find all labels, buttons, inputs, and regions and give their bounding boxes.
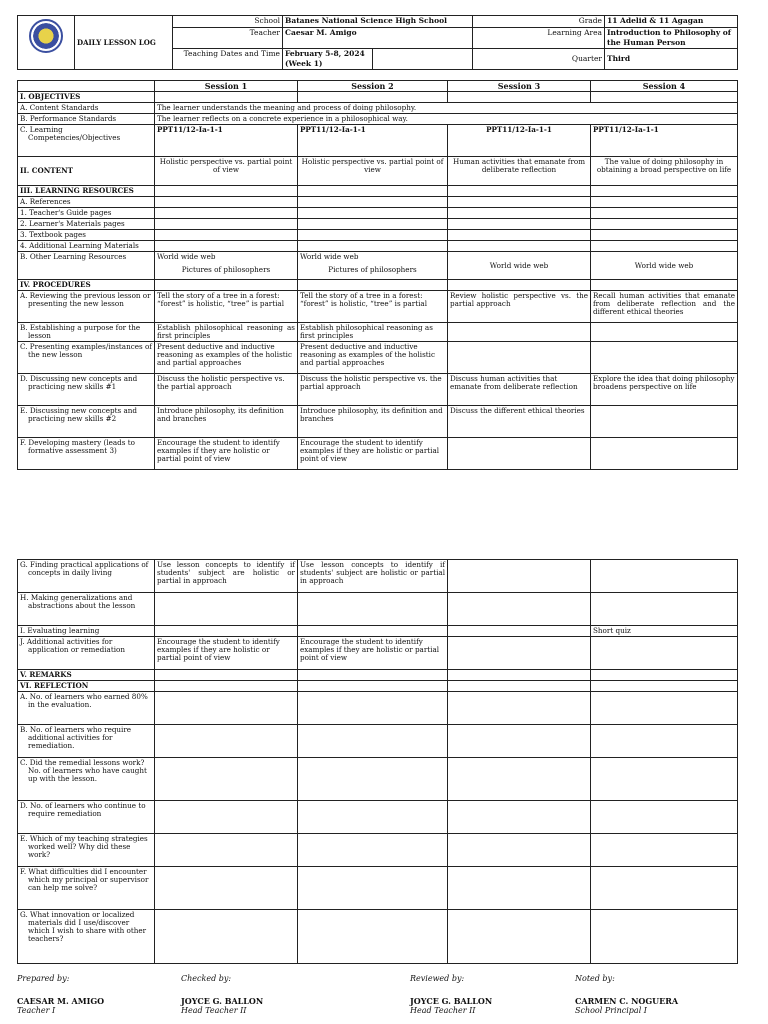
proc-a-s4: Recall human activities that emanate from deliberate reflection and the different ethical theories <box>591 291 738 323</box>
content-s4: The value of doing philosophy in obtaining a broad perspective on life <box>591 157 738 186</box>
session-4-header: Session 4 <box>591 81 738 92</box>
quarter-value: Third <box>605 49 738 70</box>
proc-c-s4 <box>591 342 738 374</box>
proc-c-s1: Present deductive and inductive reasoning as examples of the holistic and partial approaches <box>155 342 298 374</box>
proc-b-s3 <box>448 323 591 342</box>
proc-j-s1: Encourage the student to identify examples if they are holistic or partial point of view <box>155 637 298 670</box>
session-3-header: Session 3 <box>448 81 591 92</box>
deped-seal <box>18 16 75 70</box>
competency-s1: PPT11/12-Ia-1-1 <box>155 125 298 157</box>
competency-s3: PPT11/12-Ia-1-1 <box>448 125 591 157</box>
proc-c-s2: Present deductive and inductive reasoning as examples of the holistic and partial approaches <box>298 342 448 374</box>
proc-a-label: A. Reviewing the previous lesson or presenting the new lesson <box>18 291 155 323</box>
learners-materials-label: 2. Learner's Materials pages <box>18 219 155 230</box>
grade-value: 11 Adelid & 11 Agagan <box>605 16 738 28</box>
performance-standards-label: B. Performance Standards <box>18 114 155 125</box>
proc-j-label: J. Additional activities for application or remediation <box>18 637 155 670</box>
checked-role: Head Teacher II <box>181 1006 247 1015</box>
references-label: A. References <box>18 197 155 208</box>
checked-label: Checked by: <box>181 974 232 983</box>
proc-d-s3: Discuss human activities that emanate from deliberate reflection <box>448 374 591 406</box>
grade-label: Grade <box>473 16 605 28</box>
reflection-c-label: C. Did the remedial lessons work? No. of learners who have caught up with the lesson. <box>18 758 155 801</box>
reviewed-role: Head Teacher II <box>410 1006 476 1015</box>
reviewed-name: JOYCE G. BALLON <box>410 996 493 1006</box>
proc-f-s4 <box>591 438 738 470</box>
lesson-table-part2 <box>17 559 738 964</box>
proc-b-label: B. Establishing a purpose for the lesson <box>18 323 155 342</box>
proc-f-s2: Encourage the student to identify examples if they are holistic or partial point of view <box>298 438 448 470</box>
reviewed-label: Reviewed by: <box>410 974 465 983</box>
proc-g-s2: Use lesson concepts to identify if students' subject are holistic or partial in approach <box>298 560 448 593</box>
school-seal-icon <box>29 19 63 53</box>
dates-value: February 5-8, 2024 (Week 1) <box>283 49 373 70</box>
remarks-heading: V. REMARKS <box>18 670 155 681</box>
objectives-heading: I. OBJECTIVES <box>18 92 155 103</box>
content-standards-value: The learner understands the meaning and process of doing philosophy. <box>155 103 738 114</box>
proc-j-s3 <box>448 637 591 670</box>
proc-a-s3: Review holistic perspective vs. the partial approach <box>448 291 591 323</box>
proc-j-s4 <box>591 637 738 670</box>
content-s1: Holistic perspective vs. partial point of view <box>155 157 298 186</box>
content-s3: Human activities that emanate from deliberate reflection <box>448 157 591 186</box>
reflection-g-label: G. What innovation or localized materials did I use/discover which I wish to share with other teachers? <box>18 910 155 964</box>
proc-b-s4 <box>591 323 738 342</box>
noted-label: Noted by: <box>575 974 615 983</box>
proc-a-s2: Tell the story of a tree in a forest: “forest” is holistic, “tree” is partial <box>298 291 448 323</box>
other-resources-label: B. Other Learning Resources <box>18 252 155 280</box>
proc-c-s3 <box>448 342 591 374</box>
prepared-name: CAESAR M. AMIGO <box>17 996 105 1006</box>
reviewed-by-block <box>410 974 492 1015</box>
reflection-e-label: E. Which of my teaching strategies worked well? Why did these work? <box>18 834 155 867</box>
content-s2: Holistic perspective vs. partial point of view <box>298 157 448 186</box>
prepared-label: Prepared by: <box>17 974 70 983</box>
other-resources-s3: World wide web <box>448 252 591 280</box>
other-resources-s4: World wide web <box>591 252 738 280</box>
other-resources-s1: World wide web Pictures of philosophers <box>155 252 298 280</box>
proc-f-label: F. Developing mastery (leads to formative assessment 3) <box>18 438 155 470</box>
proc-d-label: D. Discussing new concepts and practicing new skills #1 <box>18 374 155 406</box>
proc-b-s2: Establish philosophical reasoning as first principles <box>298 323 448 342</box>
competency-s4: PPT11/12-Ia-1-1 <box>591 125 738 157</box>
proc-d-s4: Explore the idea that doing philosophy broadens perspective on life <box>591 374 738 406</box>
content-standards-label: A. Content Standards <box>18 103 155 114</box>
textbook-label: 3. Textbook pages <box>18 230 155 241</box>
reflection-d-label: D. No. of learners who continue to require remediation <box>18 801 155 834</box>
proc-c-label: C. Presenting examples/instances of the new lesson <box>18 342 155 374</box>
reflection-heading: VI. REFLECTION <box>18 681 155 692</box>
header-table <box>17 15 738 70</box>
area-value: Introduction to Philosophy of the Human Person <box>605 28 738 49</box>
lesson-table-part1 <box>17 80 738 470</box>
proc-g-s3 <box>448 560 591 593</box>
proc-g-s1: Use lesson concepts to identify if students' subject are holistic or partial in approach <box>155 560 298 593</box>
area-label: Learning Area <box>473 28 605 49</box>
session-1-header: Session 1 <box>155 81 298 92</box>
proc-e-label: E. Discussing new concepts and practicing new skills #2 <box>18 406 155 438</box>
log-title: DAILY LESSON LOG <box>75 16 173 70</box>
proc-d-s1: Discuss the holistic perspective vs. the partial approach <box>155 374 298 406</box>
proc-g-label: G. Finding practical applications of concepts in daily living <box>18 560 155 593</box>
performance-standards-value: The learner reflects on a concrete experience in a philosophical way. <box>155 114 738 125</box>
proc-j-s2: Encourage the student to identify examples if they are holistic or partial point of view <box>298 637 448 670</box>
session-2-header: Session 2 <box>298 81 448 92</box>
proc-e-s1: Introduce philosophy, its definition and branches <box>155 406 298 438</box>
checked-by-block <box>181 974 263 1015</box>
noted-role: School Principal I <box>575 1006 647 1015</box>
additional-materials-label: 4. Additional Learning Materials <box>18 241 155 252</box>
dates-label: Teaching Dates and Time <box>173 49 283 70</box>
competencies-label: C. Learning Competencies/Objectives <box>18 125 155 157</box>
proc-e-s4 <box>591 406 738 438</box>
proc-b-s1: Establish philosophical reasoning as first principles <box>155 323 298 342</box>
proc-e-s2: Introduce philosophy, its definition and branches <box>298 406 448 438</box>
prepared-role: Teacher I <box>17 1006 56 1015</box>
other-resources-s2: World wide web Pictures of philosophers <box>298 252 448 280</box>
prepared-by-block <box>17 974 104 1015</box>
proc-a-s1: Tell the story of a tree in a forest: “forest” is holistic, “tree” is partial <box>155 291 298 323</box>
proc-d-s2: Discuss the holistic perspective vs. the partial approach <box>298 374 448 406</box>
procedures-heading: IV. PROCEDURES <box>18 280 155 291</box>
checked-name: JOYCE G. BALLON <box>181 996 264 1006</box>
proc-h-label: H. Making generalizations and abstractions about the lesson <box>18 593 155 626</box>
teacher-value: Caesar M. Amigo <box>283 28 473 49</box>
reflection-b-label: B. No. of learners who require additional activities for remediation. <box>18 725 155 758</box>
teachers-guide-label: 1. Teacher's Guide pages <box>18 208 155 219</box>
dates-spacer <box>373 49 473 70</box>
resources-heading: III. LEARNING RESOURCES <box>18 186 155 197</box>
noted-by-block <box>575 974 678 1015</box>
proc-f-s1: Encourage the student to identify examples if they are holistic or partial point of view <box>155 438 298 470</box>
reflection-a-label: A. No. of learners who earned 80% in the evaluation. <box>18 692 155 725</box>
proc-i-s4: Short quiz <box>591 626 738 637</box>
school-value: Batanes National Science High School <box>283 16 473 28</box>
competency-s2: PPT11/12-Ia-1-1 <box>298 125 448 157</box>
noted-name: CARMEN C. NOGUERA <box>575 996 679 1006</box>
proc-e-s3: Discuss the different ethical theories <box>448 406 591 438</box>
content-heading: II. CONTENT <box>18 157 155 186</box>
teacher-label: Teacher <box>173 28 283 49</box>
reflection-f-label: F. What difficulties did I encounter which my principal or supervisor can help me solve? <box>18 867 155 910</box>
proc-f-s3 <box>448 438 591 470</box>
school-label: School <box>173 16 283 28</box>
quarter-label: Quarter <box>473 49 605 70</box>
proc-g-s4 <box>591 560 738 593</box>
proc-i-label: I. Evaluating learning <box>18 626 155 637</box>
